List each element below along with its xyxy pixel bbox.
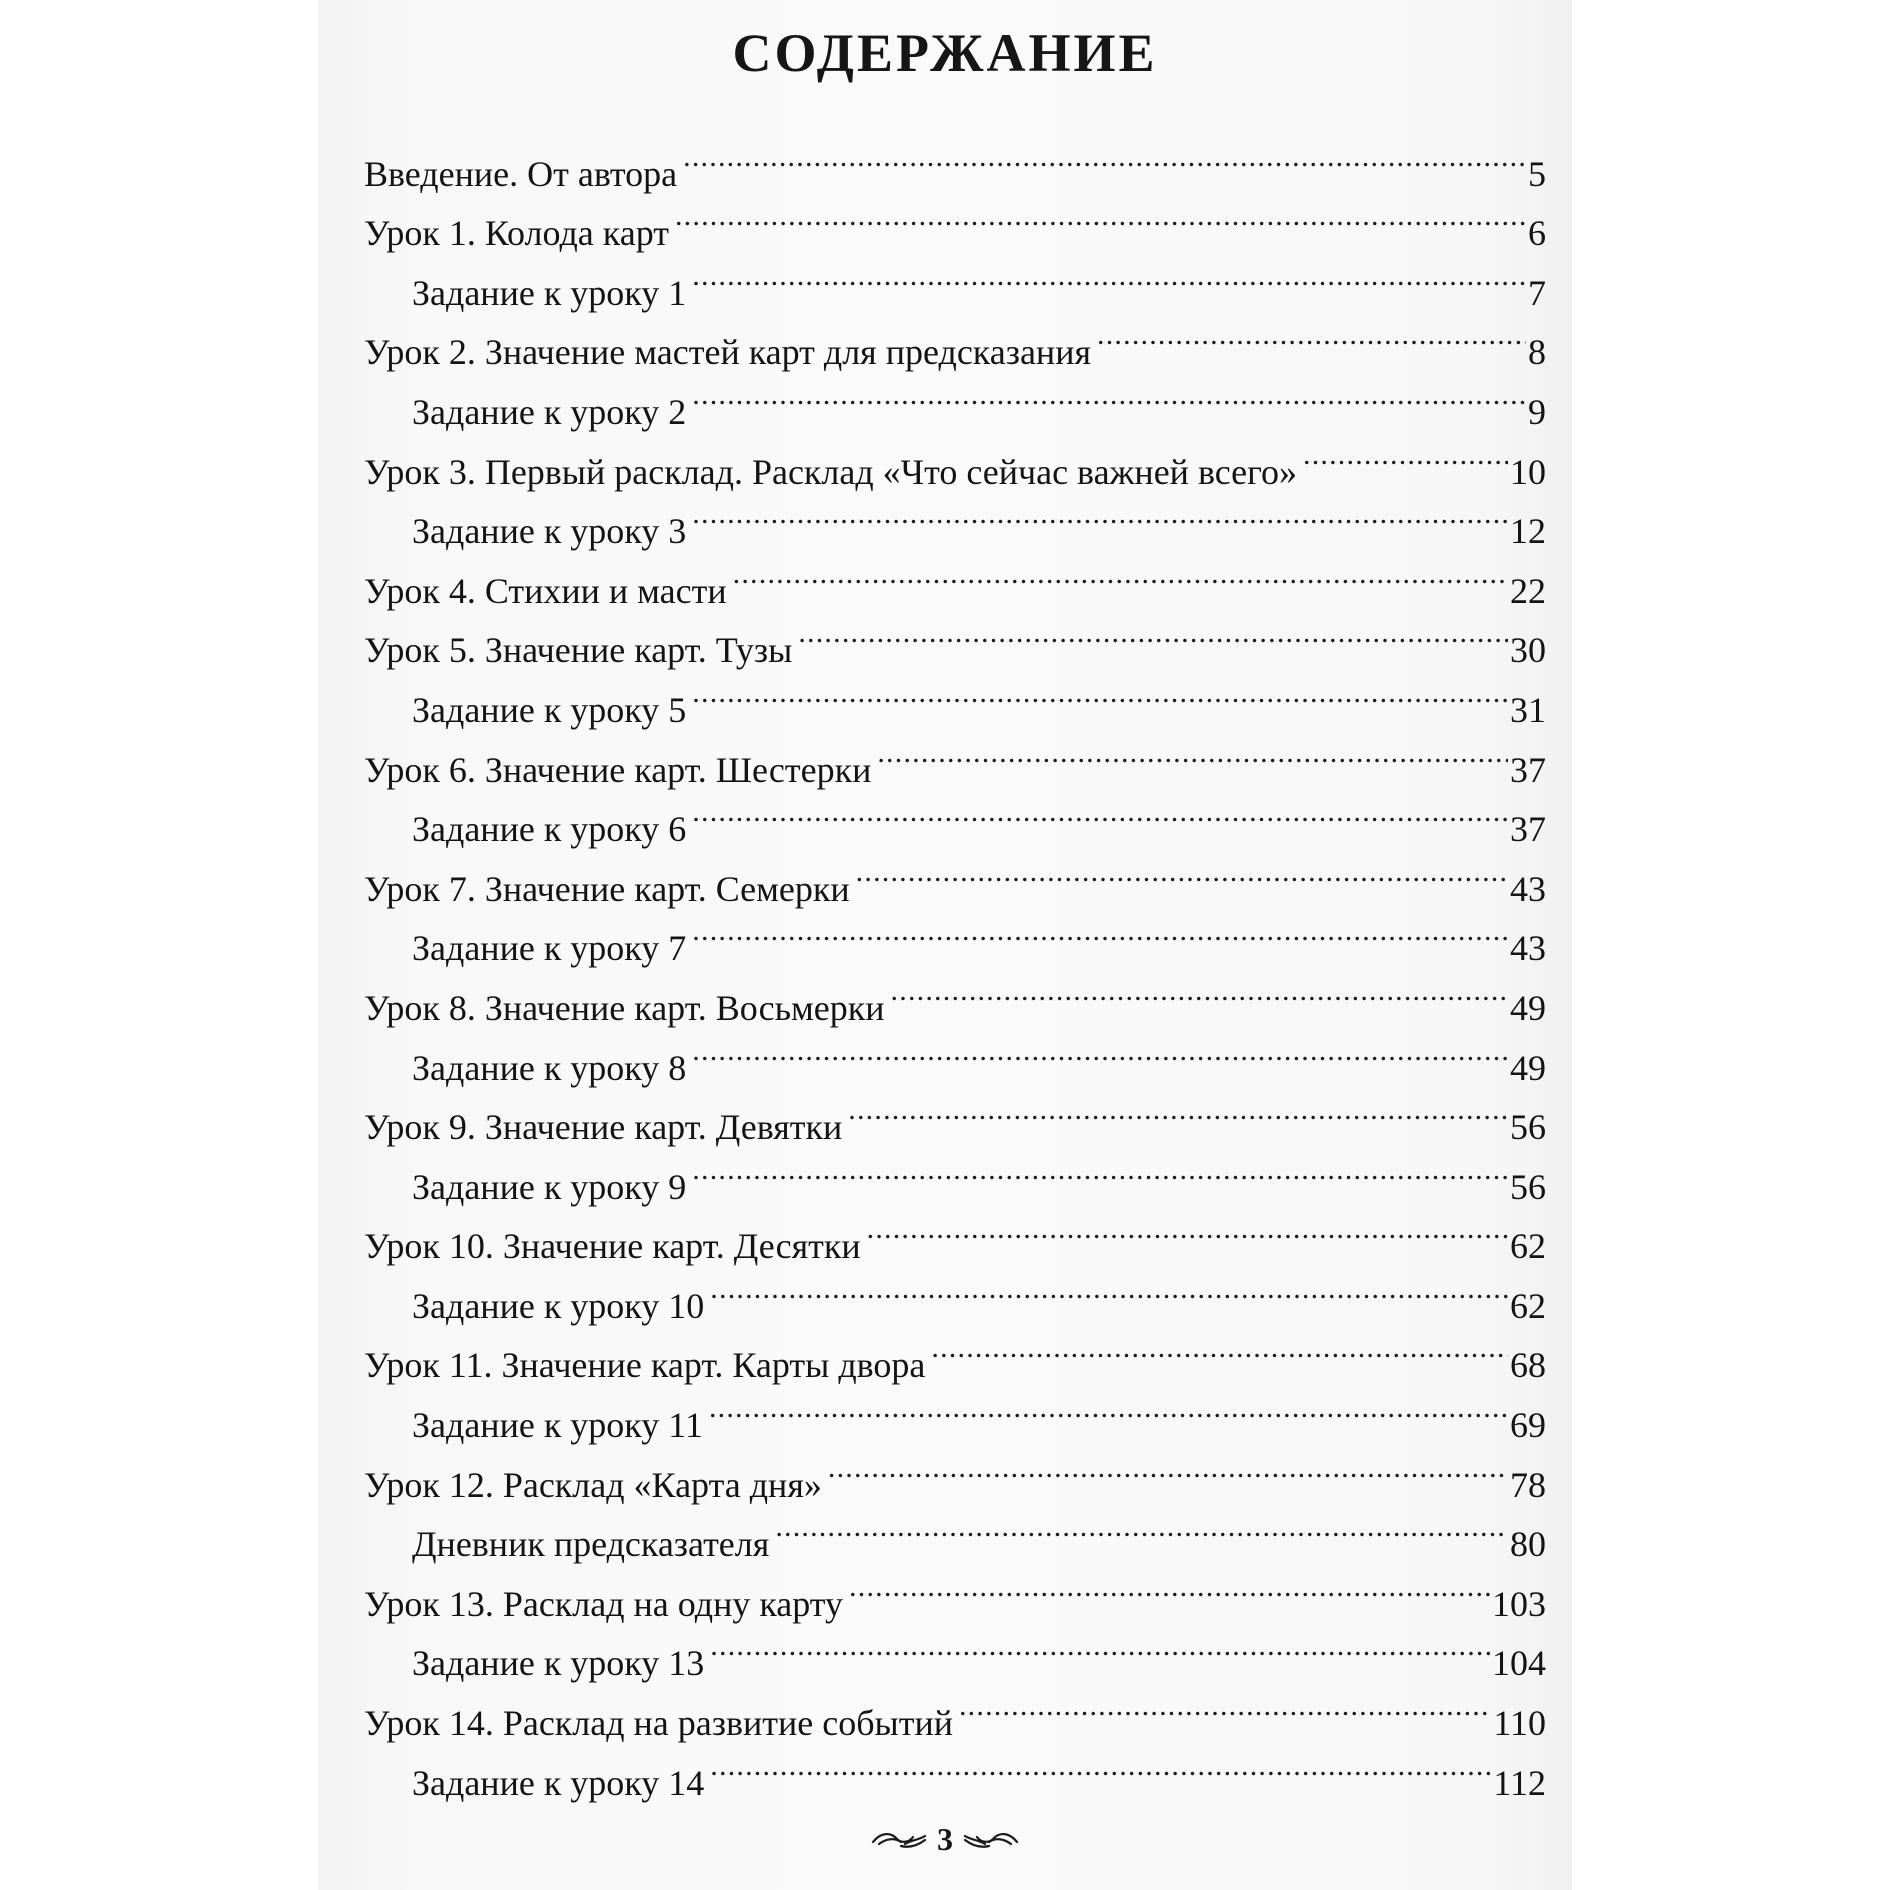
toc-entry-label: Задание к уроку 10 — [412, 1285, 705, 1326]
toc-entry-page: 110 — [1493, 1703, 1546, 1744]
dot-leader — [692, 782, 1508, 842]
toc-entry-label: Задание к уроку 3 — [412, 511, 687, 552]
dot-leader — [775, 1497, 1508, 1557]
dot-leader — [710, 1258, 1508, 1318]
toc-entry-page: 8 — [1528, 332, 1546, 373]
toc-entry-label: Задание к уроку 8 — [412, 1047, 687, 1088]
dot-leader — [877, 722, 1508, 782]
toc-entry-label: Задание к уроку 2 — [412, 391, 687, 432]
page-number-text: 3 — [937, 1821, 953, 1858]
dot-leader — [1303, 424, 1508, 484]
toc-entry-page: 112 — [1493, 1762, 1546, 1803]
toc-entry-label: Задание к уроку 7 — [412, 928, 687, 969]
toc-entry-page: 56 — [1510, 1166, 1546, 1207]
dot-leader — [931, 1318, 1508, 1378]
toc-entry-page: 104 — [1492, 1643, 1546, 1684]
dot-leader — [683, 126, 1526, 186]
dot-leader — [867, 1199, 1508, 1259]
toc-entry-label: Урок 3. Первый расклад. Расклад «Что сейчас важней всего» — [364, 451, 1297, 492]
toc-entry-page: 37 — [1510, 809, 1546, 850]
toc-entry-label: Задание к уроку 11 — [412, 1405, 703, 1446]
page-number — [318, 1818, 1572, 1858]
toc-entry-label: Урок 13. Расклад на одну карту — [364, 1583, 844, 1624]
right-ornament-icon — [963, 1821, 1019, 1858]
toc-entry-page: 9 — [1528, 391, 1546, 432]
toc-entry-page: 7 — [1528, 272, 1546, 313]
toc-entry-page: 69 — [1510, 1405, 1546, 1446]
dot-leader — [959, 1675, 1491, 1735]
dot-leader — [798, 603, 1508, 663]
toc-entry-label: Урок 8. Значение карт. Восьмерки — [364, 987, 885, 1028]
toc-entry-page: 68 — [1510, 1345, 1546, 1386]
toc-entry-page: 30 — [1510, 630, 1546, 671]
toc-entry-label: Урок 10. Значение карт. Десятки — [364, 1226, 861, 1267]
toc-entry-label: Введение. От автора — [364, 153, 678, 194]
toc-entry-label: Задание к уроку 6 — [412, 809, 687, 850]
dot-leader — [692, 901, 1508, 961]
toc-entry-page: 5 — [1528, 153, 1546, 194]
toc-entry-page: 49 — [1510, 1047, 1546, 1088]
toc-entry-page: 56 — [1510, 1107, 1546, 1148]
toc-entry-label: Задание к уроку 1 — [412, 272, 687, 313]
dot-leader — [848, 1080, 1508, 1140]
dot-leader — [710, 1616, 1490, 1676]
toc-entry-label: Урок 9. Значение карт. Девятки — [364, 1107, 843, 1148]
toc-entry-page: 78 — [1510, 1464, 1546, 1505]
dot-leader — [709, 1377, 1508, 1437]
dot-leader — [692, 245, 1526, 305]
toc-entry-label: Задание к уроку 5 — [412, 689, 687, 730]
dot-leader — [1097, 305, 1526, 365]
dot-leader — [710, 1735, 1491, 1795]
toc-entry-label: Дневник предсказателя — [412, 1524, 770, 1565]
page-title: СОДЕРЖАНИЕ — [732, 23, 1158, 83]
toc-entry-label: Урок 11. Значение карт. Карты двора — [364, 1345, 926, 1386]
dot-leader — [856, 841, 1508, 901]
dot-leader — [675, 186, 1526, 246]
toc-entry-label: Урок 12. Расклад «Карта дня» — [364, 1464, 822, 1505]
toc-entry-label: Урок 4. Стихии и масти — [364, 570, 727, 611]
toc-entry-page: 43 — [1510, 928, 1546, 969]
toc-entry-page: 80 — [1510, 1524, 1546, 1565]
toc-entry-label: Урок 7. Значение карт. Семерки — [364, 868, 850, 909]
toc-entry-label: Урок 5. Значение карт. Тузы — [364, 630, 793, 671]
book-page — [318, 0, 1572, 1890]
toc-entry — [364, 126, 1546, 194]
dot-leader — [692, 484, 1508, 544]
toc-entry-label: Урок 14. Расклад на развитие событий — [364, 1703, 953, 1744]
toc-entry-page: 37 — [1510, 749, 1546, 790]
toc-entry-page: 62 — [1510, 1285, 1546, 1326]
toc-entry-page: 103 — [1492, 1583, 1546, 1624]
left-ornament-icon — [871, 1821, 927, 1858]
dot-leader — [828, 1437, 1508, 1497]
toc-entry-label: Урок 1. Колода карт — [364, 213, 669, 254]
toc-entry-page: 62 — [1510, 1226, 1546, 1267]
toc-entry-page: 49 — [1510, 987, 1546, 1028]
toc-entry-page: 31 — [1510, 689, 1546, 730]
dot-leader — [692, 1139, 1508, 1199]
toc-entry-label: Урок 6. Значение карт. Шестерки — [364, 749, 872, 790]
toc-entry-page: 10 — [1510, 451, 1546, 492]
toc-entry-label: Урок 2. Значение мастей карт для предсказания — [364, 332, 1092, 373]
toc-entry-label: Задание к уроку 14 — [412, 1762, 705, 1803]
toc-entry-label: Задание к уроку 9 — [412, 1166, 687, 1207]
toc-entry-page: 22 — [1510, 570, 1546, 611]
dot-leader — [692, 662, 1508, 722]
dot-leader — [849, 1556, 1490, 1616]
dot-leader — [692, 364, 1526, 424]
table-of-contents — [364, 126, 1546, 1803]
dot-leader — [733, 543, 1508, 603]
toc-entry-page: 6 — [1528, 213, 1546, 254]
dot-leader — [891, 960, 1508, 1020]
toc-entry-page: 12 — [1510, 511, 1546, 552]
toc-entry-page: 43 — [1510, 868, 1546, 909]
toc-entry-label: Задание к уроку 13 — [412, 1643, 705, 1684]
dot-leader — [692, 1020, 1508, 1080]
